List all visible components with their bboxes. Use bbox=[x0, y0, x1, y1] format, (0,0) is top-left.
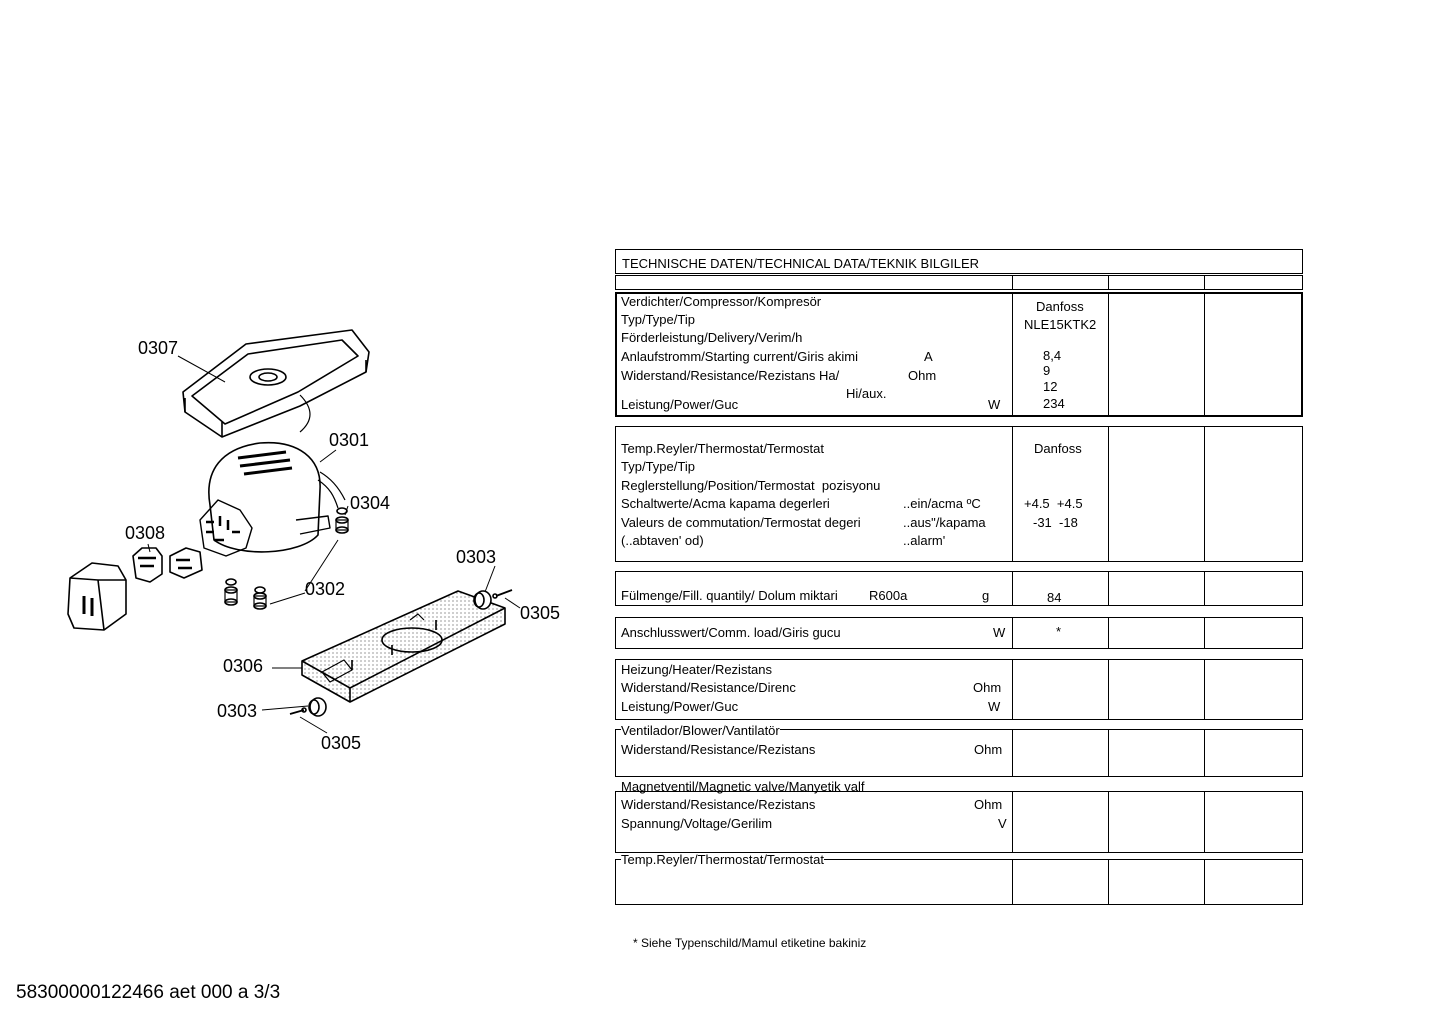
heater-power-label: Leistung/Power/Guc bbox=[621, 699, 739, 714]
thermostat-position-label: Reglerstellung/Position/Termostat pozisyonu bbox=[621, 478, 881, 493]
thermostat-values-label: Valeurs de commutation/Termostat degeri bbox=[621, 515, 861, 530]
compressor-aux-label: Hi/aux. bbox=[846, 386, 887, 401]
footnote: * Siehe Typenschild/Mamul etiketine bakiniz bbox=[633, 936, 867, 950]
compressor-current-label: Anlaufstromm/Starting current/Giris akimi bbox=[621, 349, 858, 364]
table-title: TECHNISCHE DATEN/TECHNICAL DATA/TEKNIK BILGILER bbox=[622, 256, 980, 271]
thermostat-label: Temp.Reyler/Thermostat/Termostat bbox=[621, 441, 825, 456]
compressor-model: NLE15KTK2 bbox=[1024, 317, 1097, 332]
thermostat-off-values: -31 -18 bbox=[1033, 515, 1078, 530]
thermostat2-label: Temp.Reyler/Thermostat/Termostat bbox=[621, 852, 825, 867]
compressor-current-value: 8,4 bbox=[1043, 348, 1062, 363]
thermostat-maker: Danfoss bbox=[1034, 441, 1082, 456]
blower-label: Ventilador/Blower/Vantilatör bbox=[621, 723, 780, 738]
callout-0303-lower: 0303 bbox=[217, 701, 258, 721]
fill-value: 84 bbox=[1047, 590, 1062, 605]
thermostat-switch-off: ..aus"/kapama bbox=[903, 515, 986, 530]
load-unit: W bbox=[993, 625, 1006, 640]
blower-resistance-unit: Ohm bbox=[974, 742, 1003, 757]
compressor-resistance-unit: Ohm bbox=[908, 368, 937, 383]
valve-resistance-label: Widerstand/Resistance/Rezistans bbox=[621, 797, 816, 812]
foot-upper-part bbox=[474, 591, 491, 609]
load-label: Anschlusswert/Comm. load/Giris gucu bbox=[621, 625, 841, 640]
heater-resistance-label: Widerstand/Resistance/Direnc bbox=[621, 680, 796, 695]
valve-resistance-unit: Ohm bbox=[974, 797, 1003, 812]
valve-label: Magnetventil/Magnetic valve/Manyetik valf bbox=[621, 779, 865, 794]
thermostat-switch-on: ..ein/acma ºC bbox=[903, 496, 981, 511]
callout-0306: 0306 bbox=[223, 656, 264, 676]
heater-power-unit: W bbox=[988, 699, 1001, 714]
callout-0307: 0307 bbox=[138, 338, 179, 358]
fill-label: Fülmenge/Fill. quantily/ Dolum miktari bbox=[621, 588, 838, 603]
callout-0303-upper: 0303 bbox=[456, 547, 497, 567]
compressor-current-unit: A bbox=[924, 349, 933, 364]
relay-cover-part bbox=[68, 563, 126, 630]
callout-0305-lower: 0305 bbox=[321, 733, 362, 753]
foot-lower-part bbox=[309, 698, 326, 716]
compressor-power-value: 234 bbox=[1043, 396, 1065, 411]
fill-unit: g bbox=[982, 588, 990, 603]
compressor-delivery-label: Förderleistung/Delivery/Verim/h bbox=[621, 330, 803, 345]
screw-lower-part bbox=[290, 708, 306, 714]
callout-0305-upper: 0305 bbox=[520, 603, 561, 623]
compressor-power-unit: W bbox=[988, 397, 1001, 412]
screw-upper-part bbox=[493, 590, 512, 598]
compressor-maker: Danfoss bbox=[1036, 299, 1084, 314]
drip-tray-part bbox=[183, 330, 369, 437]
header-strip bbox=[615, 275, 1303, 290]
callout-0308: 0308 bbox=[125, 523, 166, 543]
compressor-resistance-label: Widerstand/Resistance/Rezistans Ha/ bbox=[621, 368, 840, 383]
thermostat-defrost-label: (..abtaven' od) bbox=[621, 533, 704, 548]
callout-0304: 0304 bbox=[350, 493, 391, 513]
load-value: * bbox=[1056, 624, 1062, 639]
base-plate-part bbox=[302, 591, 505, 702]
relay-part bbox=[133, 548, 202, 582]
callout-0301: 0301 bbox=[329, 430, 370, 450]
compressor-type-label: Typ/Type/Tip bbox=[621, 312, 695, 327]
thermostat-switch-label: Schaltwerte/Acma kapama degerleri bbox=[621, 496, 830, 511]
heater-label: Heizung/Heater/Rezistans bbox=[621, 662, 773, 677]
compressor-resistance-aux: 12 bbox=[1043, 379, 1058, 394]
blower-resistance-label: Widerstand/Resistance/Rezistans bbox=[621, 742, 816, 757]
thermostat-on-values: +4.5 +4.5 bbox=[1024, 496, 1083, 511]
thermostat-type-label: Typ/Type/Tip bbox=[621, 459, 695, 474]
heater-resistance-unit: Ohm bbox=[973, 680, 1002, 695]
compressor-resistance-main: 9 bbox=[1043, 363, 1051, 378]
callout-0302: 0302 bbox=[305, 579, 346, 599]
valve-voltage-unit: V bbox=[998, 816, 1007, 831]
document-id: 58300000122466 aet 000 a 3/3 bbox=[16, 982, 281, 1003]
compressor-label: Verdichter/Compressor/Kompresör bbox=[621, 294, 822, 309]
thermostat-alarm: ..alarm' bbox=[903, 533, 946, 548]
fill-refrigerant: R600a bbox=[869, 588, 908, 603]
compressor-power-label: Leistung/Power/Guc bbox=[621, 397, 739, 412]
valve-voltage-label: Spannung/Voltage/Gerilim bbox=[621, 816, 773, 831]
exploded-parts-diagram bbox=[0, 0, 600, 800]
grommets-lower-part bbox=[225, 579, 266, 609]
